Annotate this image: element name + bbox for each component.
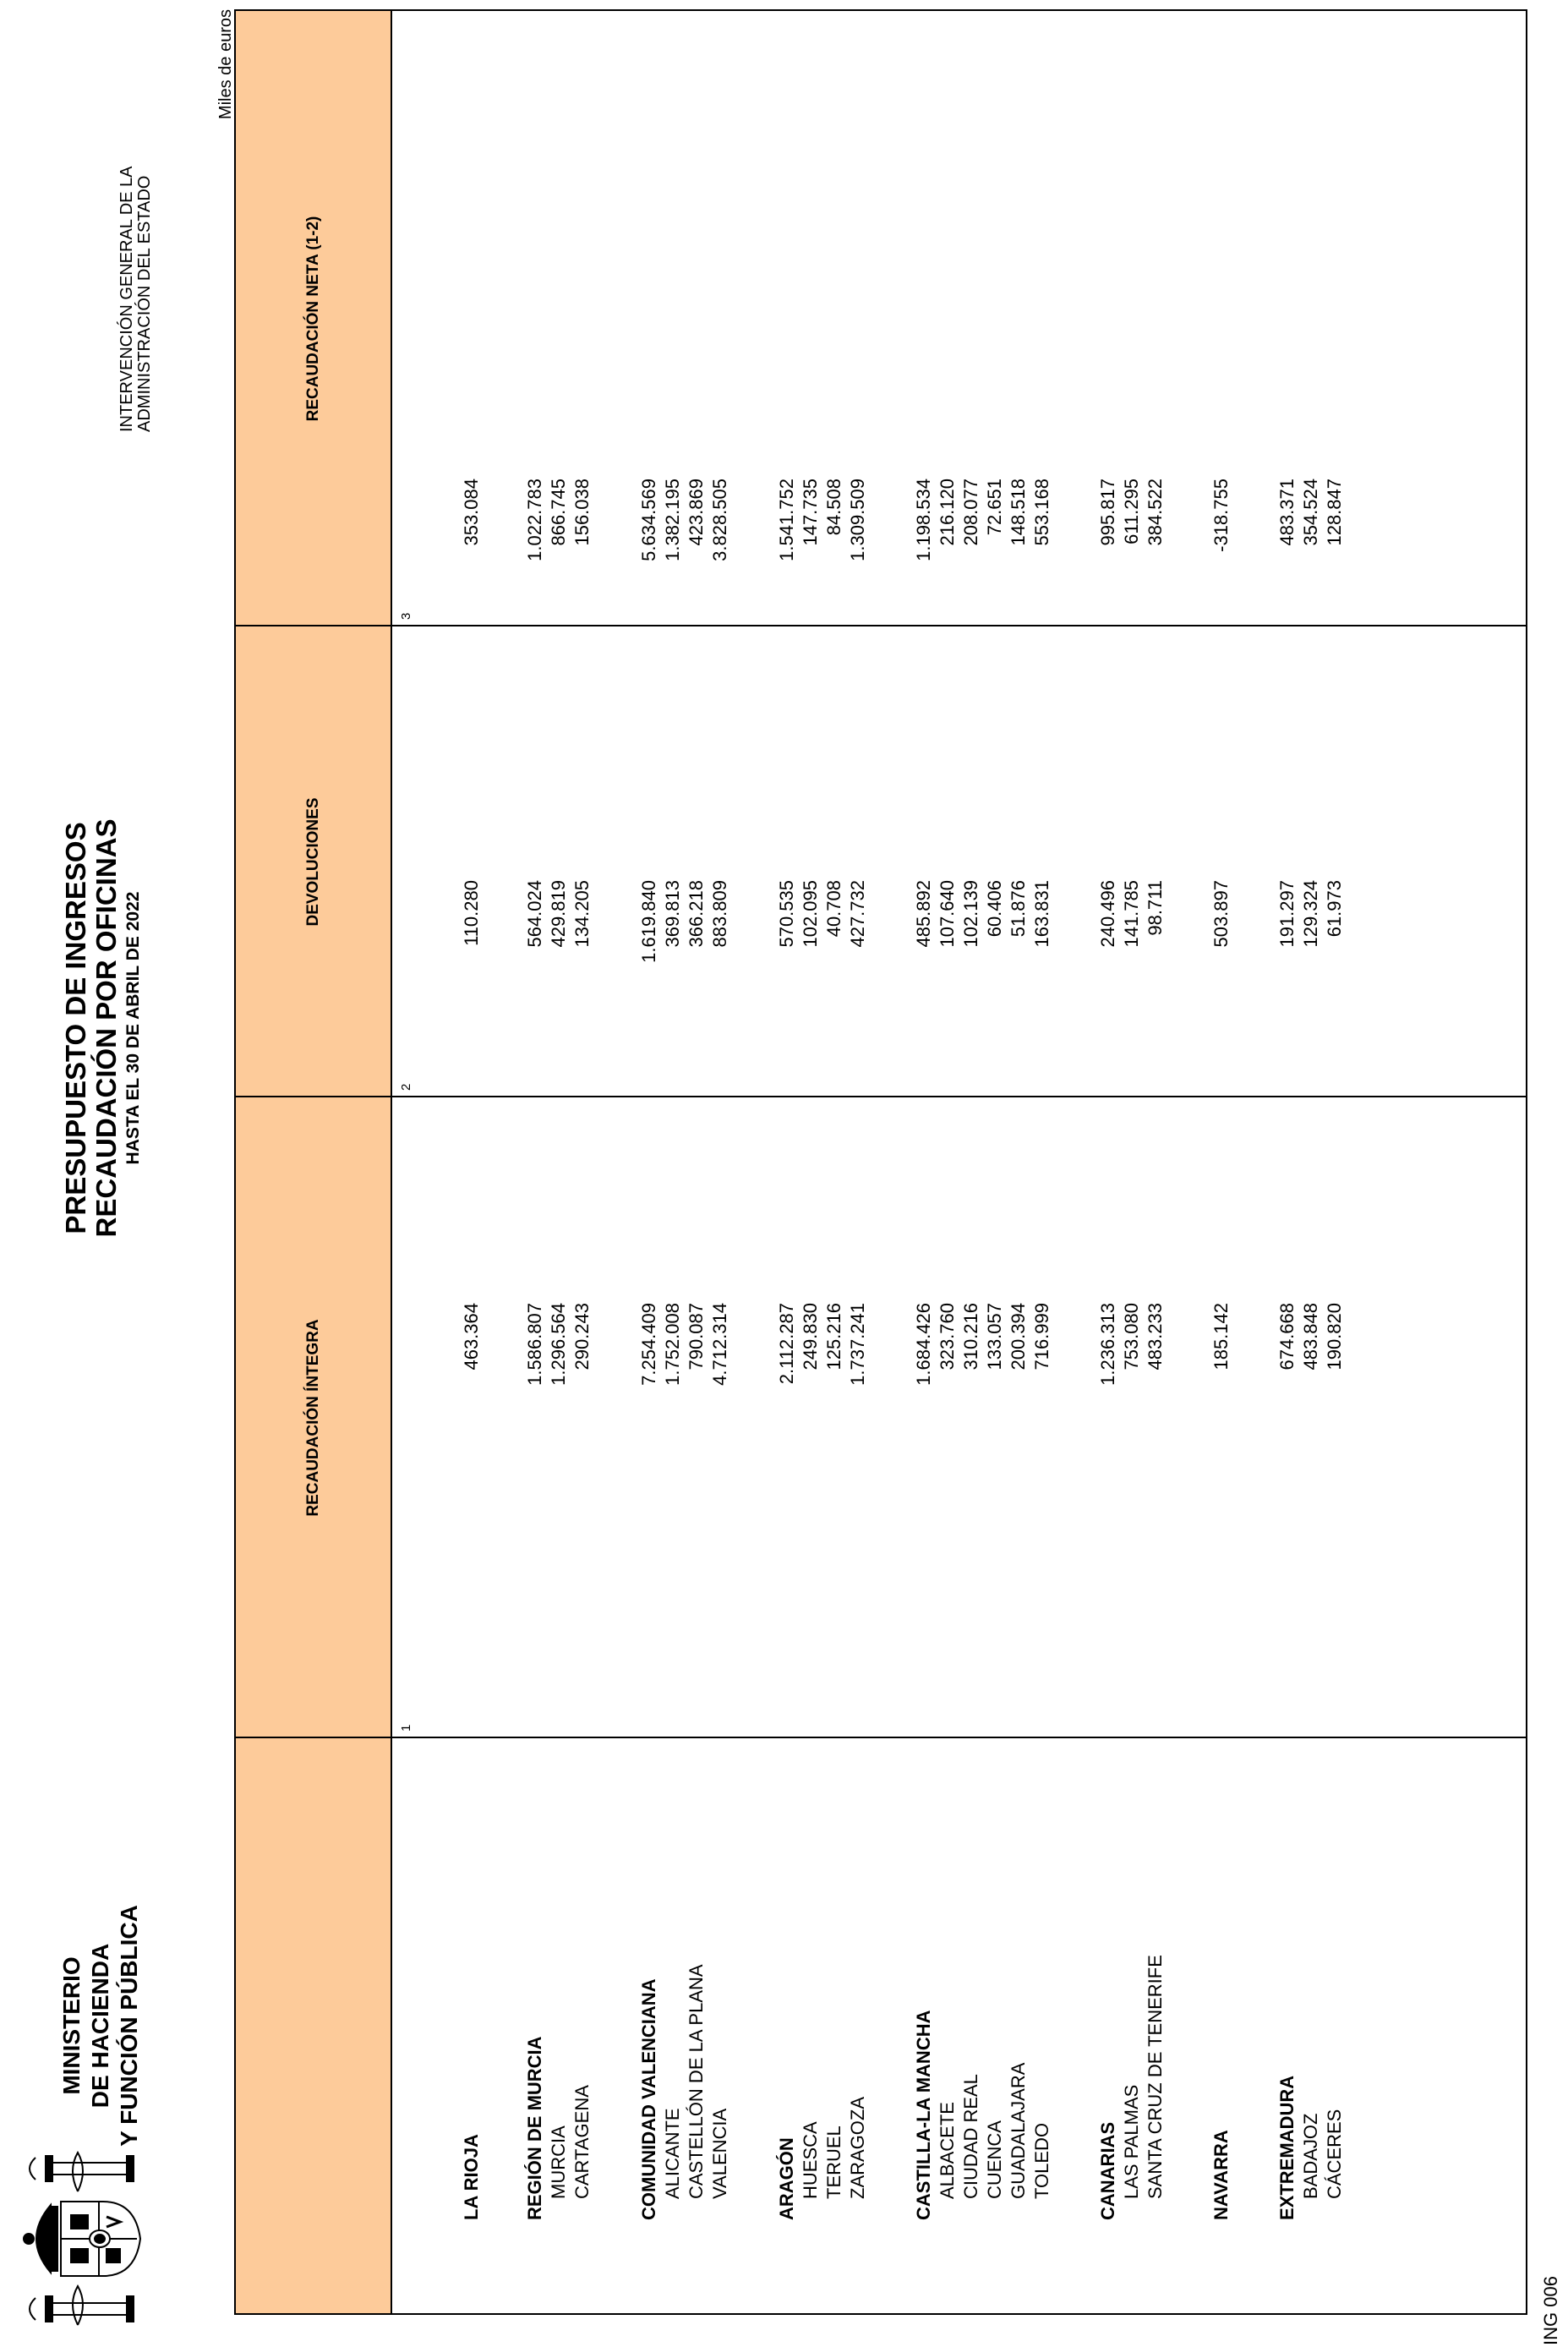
value-recaudacion-neta: 3.828.505 — [709, 479, 730, 561]
value-recaudacion-integra: 290.243 — [571, 1303, 593, 1370]
value-devoluciones: 51.876 — [1008, 880, 1029, 938]
office-name: ZARAGOZA — [847, 2096, 868, 2199]
document-title — [61, 648, 145, 1409]
region-name: EXTREMADURA — [1276, 2075, 1298, 2220]
value-devoluciones: 191.297 — [1276, 880, 1298, 948]
value-devoluciones: 485.892 — [913, 880, 934, 948]
value-devoluciones: 110.280 — [461, 880, 482, 946]
table-row — [1145, 11, 1170, 2313]
table-row — [823, 11, 849, 2313]
office-name: SANTA CRUZ DE TENERIFE — [1145, 1955, 1166, 2199]
table-row — [1276, 11, 1302, 2313]
value-recaudacion-integra: 310.216 — [960, 1303, 981, 1370]
value-recaudacion-integra: 1.236.313 — [1097, 1303, 1118, 1386]
value-recaudacion-integra: 753.080 — [1121, 1303, 1142, 1370]
table-row — [1031, 11, 1057, 2313]
value-recaudacion-neta: 148.518 — [1008, 479, 1029, 546]
value-devoluciones: 503.897 — [1210, 880, 1232, 948]
value-devoluciones: 366.218 — [686, 880, 707, 948]
office-name: TOLEDO — [1031, 2122, 1052, 2199]
header-divider — [391, 11, 392, 2313]
office-name: ALBACETE — [937, 2102, 958, 2199]
region-name: CASTILLA-LA MANCHA — [913, 2010, 934, 2220]
column-number: 3 — [399, 612, 413, 620]
value-recaudacion-neta: 208.077 — [960, 479, 981, 546]
value-recaudacion-neta: 156.038 — [571, 479, 593, 546]
table-row — [709, 11, 735, 2313]
ministry-line-1: MINISTERIO — [58, 1956, 85, 2095]
value-recaudacion-integra: 1.684.426 — [913, 1303, 934, 1386]
value-devoluciones: 98.711 — [1145, 880, 1166, 936]
table-row — [1097, 11, 1123, 2313]
document-code: ING 006 — [1540, 2276, 1561, 2345]
value-recaudacion-neta: 128.847 — [1324, 479, 1345, 546]
office-name: CARTAGENA — [571, 2085, 593, 2199]
column-header-devoluciones: DEVOLUCIONES — [304, 797, 322, 927]
value-recaudacion-integra: 1.586.807 — [524, 1303, 545, 1386]
value-recaudacion-neta: 995.817 — [1097, 479, 1118, 546]
region-name: COMUNIDAD VALENCIANA — [638, 1978, 659, 2220]
value-recaudacion-neta: 483.371 — [1276, 479, 1298, 546]
table-row — [662, 11, 687, 2313]
value-devoluciones: 61.973 — [1324, 880, 1345, 938]
value-recaudacion-integra: 125.216 — [823, 1303, 844, 1370]
office-name: CASTELLÓN DE LA PLANA — [686, 1964, 707, 2199]
table-row — [984, 11, 1009, 2313]
office-name: CIUDAD REAL — [960, 2074, 981, 2199]
table-row — [461, 11, 486, 2313]
table-row — [524, 11, 549, 2313]
title-line-1: PRESUPUESTO DE INGRESOS — [60, 822, 91, 1234]
table-row — [1210, 11, 1236, 2313]
value-recaudacion-integra: 716.999 — [1031, 1303, 1052, 1370]
organization-name — [118, 166, 154, 432]
table-row — [847, 11, 872, 2313]
office-name: GUADALAJARA — [1008, 2062, 1029, 2199]
value-recaudacion-neta: 866.745 — [548, 479, 569, 546]
value-recaudacion-integra: 483.848 — [1300, 1303, 1321, 1370]
value-recaudacion-integra: 190.820 — [1324, 1303, 1345, 1370]
table-row — [960, 11, 986, 2313]
office-name: CUENCA — [984, 2120, 1005, 2199]
value-recaudacion-integra: 4.712.314 — [709, 1303, 730, 1386]
value-devoluciones: 240.496 — [1097, 880, 1118, 948]
value-recaudacion-integra: 1.737.241 — [847, 1303, 868, 1386]
value-recaudacion-integra: 463.364 — [461, 1303, 482, 1370]
org-line-2: ADMINISTRACIÓN DEL ESTADO — [135, 175, 154, 432]
value-devoluciones: 427.732 — [847, 880, 868, 948]
value-devoluciones: 134.205 — [571, 880, 593, 948]
value-recaudacion-integra: 790.087 — [686, 1303, 707, 1370]
table-row — [776, 11, 801, 2313]
title-line-2: RECAUDACIÓN POR OFICINAS — [90, 818, 122, 1238]
value-recaudacion-neta: 84.508 — [823, 479, 844, 536]
value-recaudacion-neta: 147.735 — [800, 479, 821, 546]
region-name: REGIÓN DE MURCIA — [524, 2036, 545, 2220]
value-devoluciones: 102.095 — [800, 880, 821, 948]
office-name: MURCIA — [548, 2125, 569, 2199]
value-recaudacion-integra: 7.254.409 — [638, 1303, 659, 1386]
value-recaudacion-neta: 5.634.569 — [638, 479, 659, 561]
value-recaudacion-integra: 200.394 — [1008, 1303, 1029, 1370]
value-recaudacion-integra: 249.830 — [800, 1303, 821, 1370]
office-name: HUESCA — [800, 2121, 821, 2199]
ministry-name — [57, 1704, 144, 2347]
table-row — [548, 11, 573, 2313]
column-number: 2 — [399, 1083, 413, 1091]
value-recaudacion-neta: 1.309.509 — [847, 479, 868, 561]
table-row — [800, 11, 825, 2313]
region-name: NAVARRA — [1210, 2130, 1232, 2220]
table-row — [571, 11, 597, 2313]
value-devoluciones: 141.785 — [1121, 880, 1142, 948]
value-recaudacion-neta: 423.869 — [686, 479, 707, 546]
table-row — [1008, 11, 1033, 2313]
region-name: CANARIAS — [1097, 2121, 1118, 2220]
value-recaudacion-neta: -318.755 — [1210, 479, 1232, 552]
value-devoluciones: 129.324 — [1300, 880, 1321, 948]
title-line-3: HASTA EL 30 DE ABRIL DE 2022 — [123, 891, 143, 1165]
value-recaudacion-integra: 674.668 — [1276, 1303, 1298, 1370]
value-recaudacion-integra: 185.142 — [1210, 1303, 1232, 1370]
office-name: CÁCERES — [1324, 2109, 1345, 2199]
office-name: LAS PALMAS — [1121, 2084, 1142, 2199]
value-devoluciones: 40.708 — [823, 880, 844, 938]
value-recaudacion-neta: 1.022.783 — [524, 479, 545, 561]
office-name: BADAJOZ — [1300, 2113, 1321, 2199]
value-recaudacion-integra: 133.057 — [984, 1303, 1005, 1370]
value-devoluciones: 570.535 — [776, 880, 797, 948]
column-header-recaudacion-integra: RECAUDACIÓN ÍNTEGRA — [304, 1319, 322, 1517]
value-recaudacion-integra: 1.752.008 — [662, 1303, 683, 1386]
value-recaudacion-integra: 483.233 — [1145, 1303, 1166, 1370]
value-devoluciones: 107.640 — [937, 880, 958, 948]
value-recaudacion-neta: 611.295 — [1121, 479, 1142, 544]
table-row — [937, 11, 962, 2313]
table-row — [913, 11, 938, 2313]
value-devoluciones: 429.819 — [548, 880, 569, 948]
table-row — [1324, 11, 1349, 2313]
office-name: TERUEL — [823, 2125, 844, 2199]
value-recaudacion-integra: 2.112.287 — [776, 1303, 797, 1385]
value-recaudacion-neta: 353.084 — [461, 479, 482, 546]
column-header-recaudacion-neta: RECAUDACIÓN NETA (1-2) — [304, 216, 322, 422]
table-row — [638, 11, 664, 2313]
value-recaudacion-neta: 1.541.752 — [776, 479, 797, 561]
table-row — [1300, 11, 1325, 2313]
value-recaudacion-integra: 323.760 — [937, 1303, 958, 1370]
value-devoluciones: 102.139 — [960, 880, 981, 948]
value-devoluciones: 60.406 — [984, 880, 1005, 938]
value-recaudacion-neta: 72.651 — [984, 479, 1005, 536]
region-name: LA RIOJA — [461, 2134, 482, 2220]
value-recaudacion-neta: 1.382.195 — [662, 479, 683, 561]
value-recaudacion-integra: 1.296.564 — [548, 1303, 569, 1386]
region-name: ARAGÓN — [776, 2137, 797, 2220]
office-name: VALENCIA — [709, 2108, 730, 2199]
value-recaudacion-neta: 553.168 — [1031, 479, 1052, 546]
table-row — [686, 11, 711, 2313]
value-recaudacion-neta: 384.522 — [1145, 479, 1166, 546]
value-devoluciones: 1.619.840 — [638, 880, 659, 963]
value-recaudacion-neta: 354.524 — [1300, 479, 1321, 546]
value-devoluciones: 369.813 — [662, 880, 683, 948]
units-label: Miles de euros — [216, 9, 235, 120]
value-recaudacion-neta: 1.198.534 — [913, 479, 934, 561]
ministry-line-3: Y FUNCIÓN PÚBLICA — [116, 1905, 142, 2147]
column-number: 1 — [399, 1724, 413, 1732]
table-row — [1121, 11, 1146, 2313]
value-devoluciones: 564.024 — [524, 880, 545, 948]
office-name: ALICANTE — [662, 2108, 683, 2199]
org-line-1: INTERVENCIÓN GENERAL DE LA — [117, 166, 136, 432]
value-devoluciones: 883.809 — [709, 880, 730, 948]
value-devoluciones: 163.831 — [1031, 880, 1052, 948]
value-recaudacion-neta: 216.120 — [937, 479, 958, 546]
ministry-line-2: DE HACIENDA — [87, 1943, 113, 2109]
